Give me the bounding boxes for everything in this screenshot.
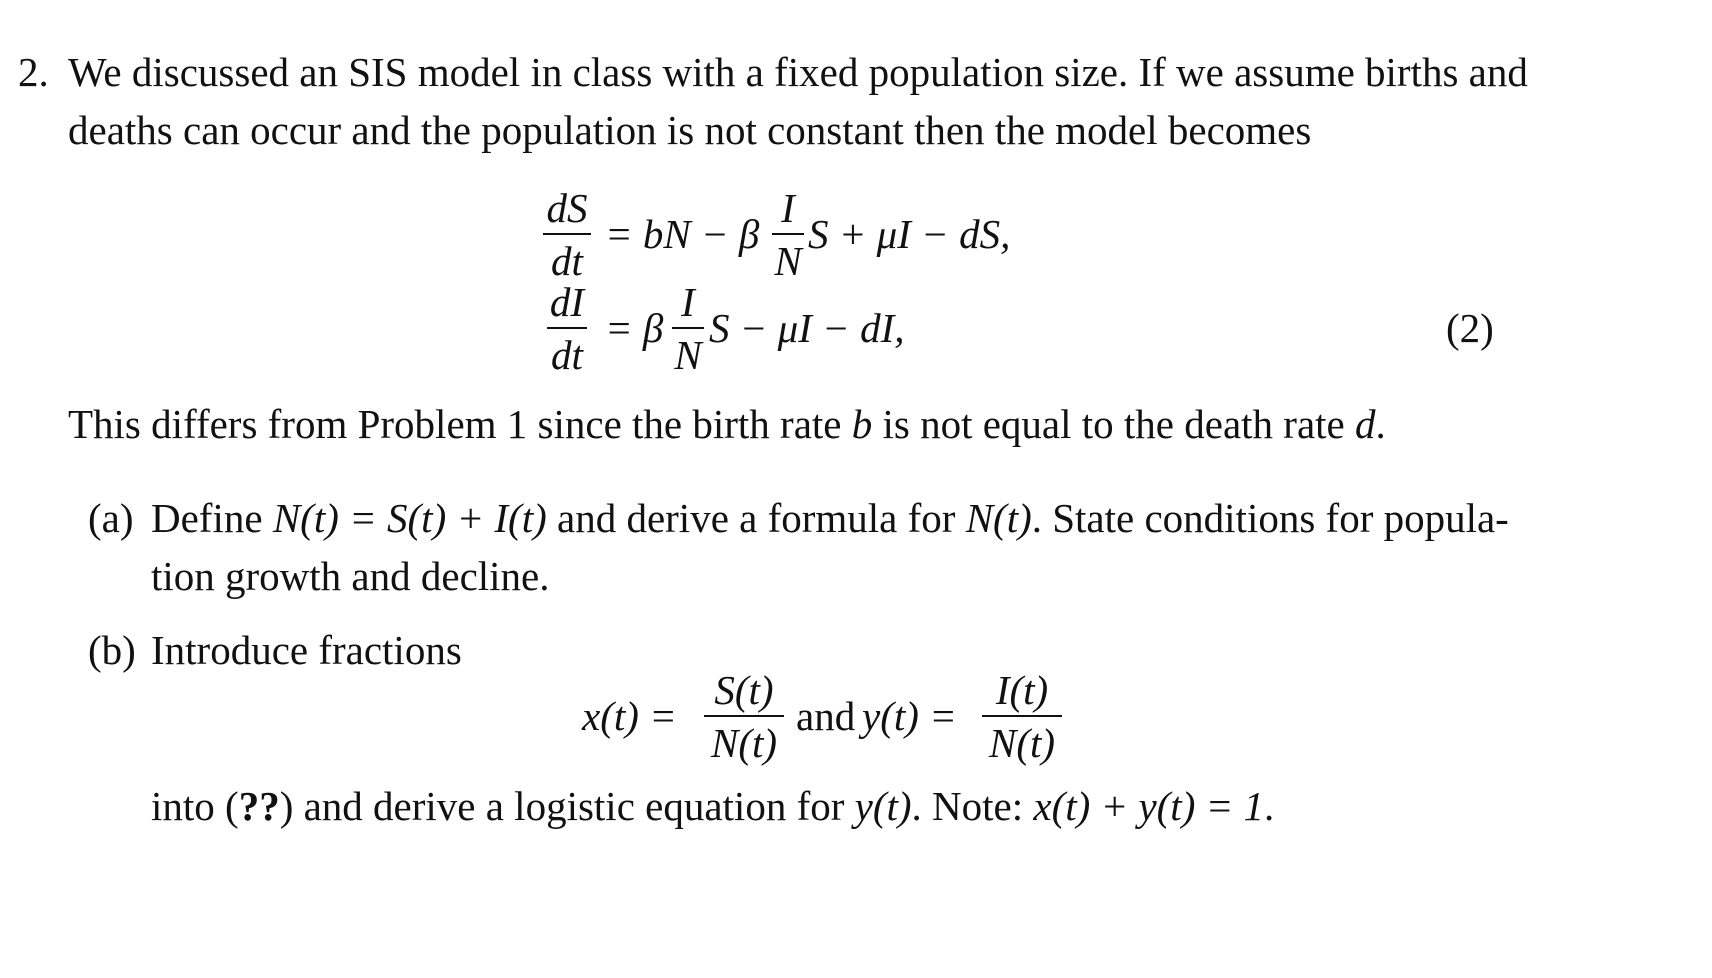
final-math-sum: x(t) + y(t) = 1	[1033, 783, 1265, 829]
final-math-y: y(t)	[854, 783, 912, 829]
eq2-lhs-numerator: dI	[549, 279, 585, 325]
fraction-bar	[982, 715, 1062, 717]
equation-number: (2)	[1446, 305, 1494, 351]
differs-pre: This differs from Problem 1 since the birth rate	[68, 401, 852, 447]
differs-mid: is not equal to the death rate	[872, 401, 1355, 447]
fraction-bar	[772, 233, 804, 235]
part-a-math-n: N(t)	[965, 495, 1032, 541]
differs-sentence	[68, 401, 1386, 447]
part-a-pre: Define	[151, 495, 273, 541]
x-definition-lhs: x(t) =	[582, 693, 677, 739]
eq2-lhs-fraction	[547, 279, 587, 378]
y-denominator: N(t)	[988, 720, 1056, 766]
eq2-rhs-a: = β	[605, 305, 664, 351]
fraction-bar	[547, 327, 587, 329]
differs-end: .	[1375, 401, 1386, 447]
eq1-inner-denominator: N	[774, 238, 802, 284]
eq2-inner-fraction	[672, 279, 704, 378]
y-numerator: I(t)	[995, 667, 1049, 713]
part-a-end: . State conditions for popula-	[1031, 495, 1509, 541]
part-a-mid: and derive a formula for	[546, 495, 966, 541]
part-a-label: (a)	[88, 495, 134, 541]
intro-line-1: We discussed an SIS model in class with a fixed population size. If we assume births and	[68, 49, 1528, 95]
eq1-rhs-a: = bN − β	[605, 211, 760, 257]
final-end: .	[1264, 783, 1275, 829]
final-mid: ) and derive a logistic equation for	[279, 783, 855, 829]
eq2-lhs-denominator: dt	[551, 332, 583, 378]
eq1-lhs-denominator: dt	[551, 238, 583, 284]
x-denominator: N(t)	[710, 720, 778, 766]
eq1-lhs-fraction	[543, 185, 591, 284]
birth-rate-symbol: b	[851, 401, 873, 447]
eq2-inner-denominator: N	[674, 332, 702, 378]
eq1-inner-numerator: I	[781, 185, 795, 231]
problem-number: 2.	[18, 49, 49, 95]
part-b-intro: Introduce fractions	[151, 627, 462, 673]
fraction-bar	[672, 327, 704, 329]
fraction-bar	[704, 715, 784, 717]
x-numerator: S(t)	[714, 667, 774, 713]
part-a-line-1	[151, 495, 1509, 541]
eq1-inner-fraction	[772, 185, 804, 284]
part-b-final-line	[151, 783, 1275, 829]
unresolved-reference: ??	[238, 783, 280, 829]
eq2-inner-numerator: I	[681, 279, 695, 325]
intro-line-2: deaths can occur and the population is not constant then the model becomes	[68, 107, 1312, 153]
part-a-math-definition: N(t) = S(t) + I(t)	[272, 495, 547, 541]
part-b-label: (b)	[88, 627, 136, 673]
eq2-rhs-b: S − μI − dI,	[709, 305, 905, 351]
eq1-lhs-numerator: dS	[546, 185, 588, 231]
y-fraction	[982, 667, 1062, 766]
death-rate-symbol: d	[1354, 401, 1376, 447]
final-note: . Note:	[911, 783, 1034, 829]
and-word: and	[796, 693, 856, 739]
y-definition-lhs: y(t) =	[862, 693, 957, 739]
part-a-line-2: tion growth and decline.	[151, 553, 550, 599]
x-fraction	[704, 667, 784, 766]
fraction-bar	[543, 233, 591, 235]
eq1-rhs-b: S + μI − dS,	[808, 211, 1011, 257]
final-pre: into (	[151, 783, 239, 829]
